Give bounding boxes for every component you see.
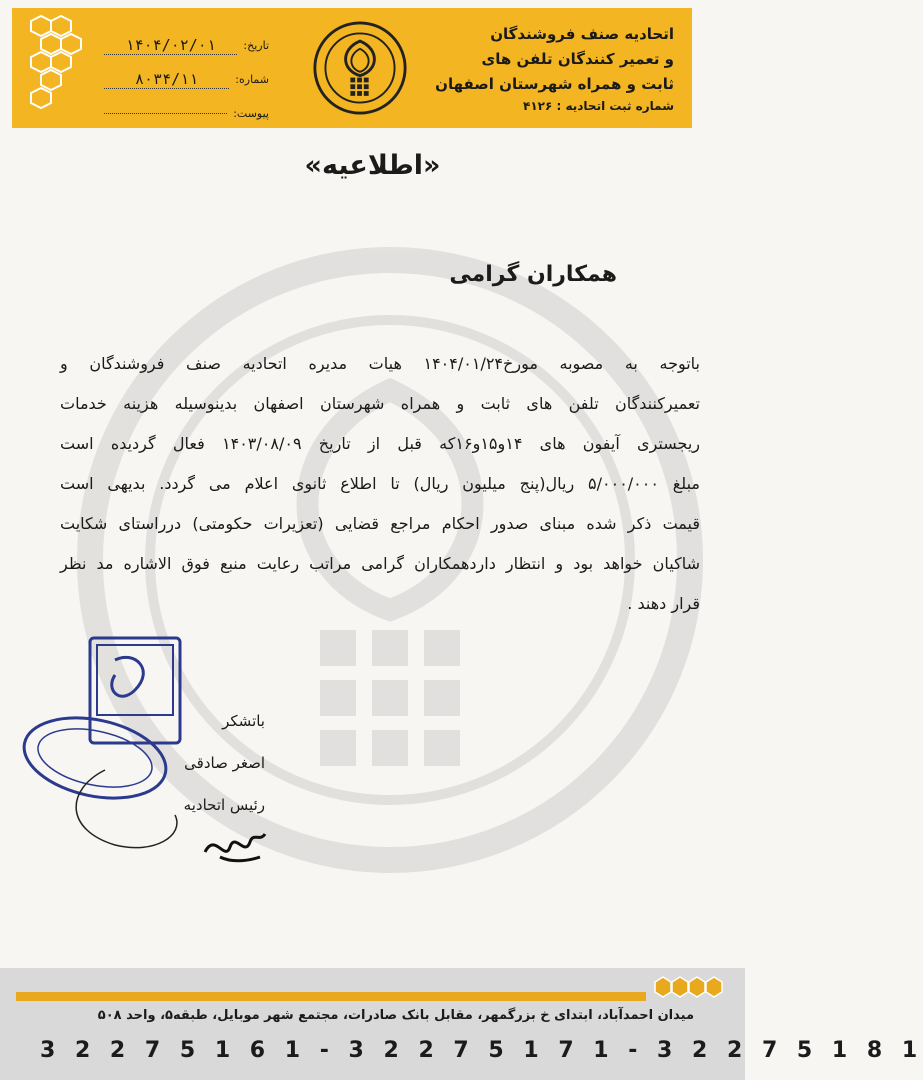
number-label: شماره: — [235, 72, 269, 86]
date-label: تاریخ: — [243, 38, 269, 52]
org-line-3: ثابت و همراه شهرستان اصفهان — [435, 75, 674, 93]
attachment-label: پیوست: — [233, 106, 269, 120]
number-row — [104, 62, 269, 96]
notice-body — [60, 344, 700, 624]
body-line: قرار دهند . — [627, 594, 700, 613]
body-line: شاکیان خواهد بود و انتظار داردهمکاران گرامی مراتب رعایت منبع فوق الاشاره مد نظر — [60, 554, 700, 573]
registration-number: شماره ثبت اتحادیه : ۴۱۲۶ — [523, 99, 674, 113]
greeting: همکاران گرامی — [449, 262, 617, 287]
body-line: باتوجه به مصوبه مورخ۱۴۰۴/۰۱/۲۴ هیات مدیره اتحادیه صنف فروشندگان و — [60, 354, 700, 373]
footer — [0, 968, 923, 1080]
letterhead — [12, 8, 692, 128]
footer-phones: 3 2 2 7 5 1 6 1 - 3 2 2 7 5 1 7 1 - 3 2 2 7 5 1 8 1 — [40, 1038, 923, 1063]
body-line: قیمت ذکر شده مبنای صدور احکام مراجع قضایی (تعزیرات حکومتی) درراستای شکایت — [60, 514, 700, 533]
letter-meta — [104, 28, 269, 130]
footer-address: میدان احمدآباد، ابتدای خ بزرگمهر، مقابل بانک صادرات، مجتمع شهر موبایل، طبقه۵، واحد ۵۰۸ — [97, 1008, 694, 1023]
signatory-title: رئیس اتحادیه — [183, 796, 265, 814]
signature-icon — [200, 822, 270, 872]
body-line: ریجستری آیفون های ۱۴و۱۵و۱۶که قبل از تاریخ ۱۴۰۳/۰۸/۰۹ فعال گردیده است — [60, 434, 701, 453]
union-logo-icon — [312, 20, 408, 116]
organization-name — [414, 22, 674, 113]
body-line: مبلغ ۵/۰۰۰/۰۰۰ ریال(پنج میلیون ریال) تا اطلاع ثانوی اعلام می گردد. بدیهی است — [60, 474, 700, 493]
closing-text: باتشکر — [222, 712, 265, 730]
org-line-2: و تعمیر کنندگان تلفن های — [481, 50, 674, 68]
notice-title: «اطلاعیه» — [304, 150, 441, 181]
honeycomb-icon — [650, 970, 740, 1006]
honeycomb-icon — [26, 16, 86, 116]
number-value: ۸۰۳۴/۱۱ — [104, 70, 229, 89]
attachment-value — [104, 113, 227, 114]
date-value: ۱۴۰۴/۰۲/۰۱ — [104, 36, 237, 55]
attachment-row — [104, 96, 269, 130]
org-line-1: اتحادیه صنف فروشندگان — [490, 25, 674, 43]
signatory-name: اصغر صادقی — [184, 754, 265, 772]
footer-accent-bar — [16, 992, 646, 1001]
body-line: تعمیرکنندگان تلفن های ثابت و همراه شهرستان اصفهان بدینوسیله هزینه خدمات — [60, 394, 700, 413]
signature-block — [185, 700, 265, 826]
date-row — [104, 28, 269, 62]
